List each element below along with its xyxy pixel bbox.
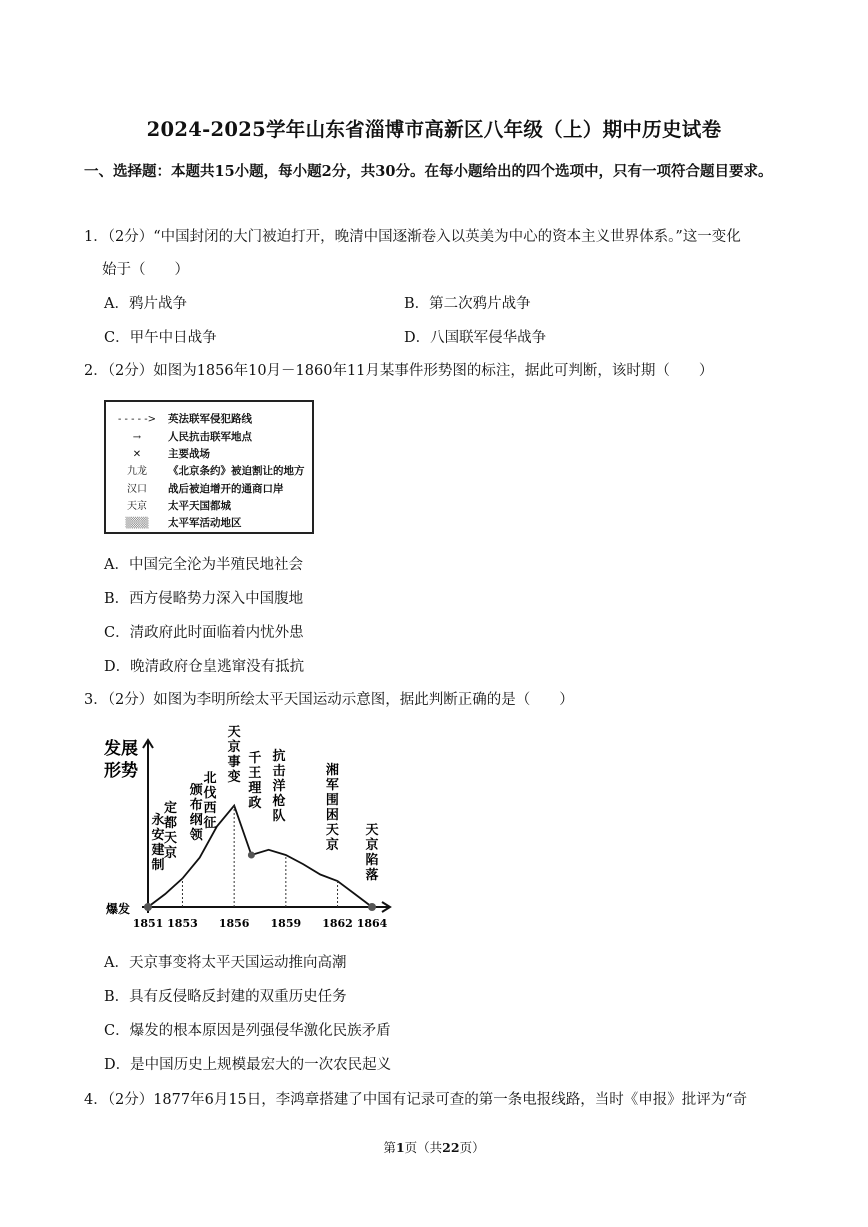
annotation-4-char-3: 变 <box>227 770 241 785</box>
tianjing-symbol: 天京 <box>127 501 147 512</box>
dashed-arrow-icon: - - - - -> <box>118 414 156 425</box>
end-marker <box>368 903 376 911</box>
question-4-stem: 4．（2分）1877年6月15日，李鸿章搭建了中国有记录可查的第一条电报线路，当时《申报》批评为“奇 <box>84 1092 748 1108</box>
x-tick-label-1862: 1862 <box>322 917 353 930</box>
question-3-option-d[interactable]: D．是中国历史上规模最宏大的一次农民起义 <box>104 1057 392 1073</box>
annotation-8-char-0: 天 <box>365 823 379 838</box>
annotation-3-char-0: 北 <box>203 771 217 786</box>
annotation-3-char-2: 西 <box>203 801 217 816</box>
annotation-6-char-4: 队 <box>272 809 286 824</box>
page-footer: 第1页（共22页） <box>383 1140 485 1155</box>
question-3-option-a[interactable]: A．天京事变将太平天国运动推向高潮 <box>104 955 347 971</box>
annotation-7-char-1: 军 <box>325 778 339 793</box>
hankou-symbol: 汉口 <box>127 484 147 495</box>
question-2-stem: 2．（2分）如图为1856年10月－1860年11月某事件形势图的标注，据此可判断，该时期（ ） <box>84 363 714 379</box>
question-3-option-c[interactable]: C．爆发的根本原因是列强侵华激化民族矛盾 <box>104 1023 391 1039</box>
annotation-0-char-1: 安 <box>151 828 165 843</box>
legend-row-ceded: 九龙 《北京条约》被迫割让的地方 <box>112 464 162 478</box>
taiping-chart <box>100 724 400 934</box>
legend-row-route: - - - - -> 英法联军侵犯路线 <box>112 412 162 426</box>
section-instructions: 一、选择题：本题共15小题，每小题2分，共30分。在每小题给出的四个选项中，只有一项符合题目要求。 <box>84 163 773 180</box>
question-1-option-a[interactable]: A．鸦片战争 <box>104 296 187 312</box>
question-2-option-c[interactable]: C．清政府此时面临着内忧外患 <box>104 625 304 641</box>
kowloon-symbol: 九龙 <box>127 466 147 477</box>
question-1-option-d[interactable]: D．八国联军侵华战争 <box>404 330 547 346</box>
legend-row-capital: 天京 太平天国都城 <box>112 499 162 513</box>
x-tick-label-1856: 1856 <box>218 917 250 930</box>
question-1-option-b[interactable]: B．第二次鸦片战争 <box>404 296 531 312</box>
x-tick-label-1864: 1864 <box>356 917 388 930</box>
annotation-1-char-2: 天 <box>163 831 177 846</box>
annotation-7-char-5: 京 <box>325 838 339 853</box>
annotation-7-char-0: 湘 <box>325 763 339 778</box>
question-2-option-a[interactable]: A．中国完全沦为半殖民地社会 <box>104 557 303 573</box>
annotation-1-char-1: 都 <box>163 816 177 831</box>
arrow-icon: → <box>132 432 142 443</box>
exam-title: 2024-2025学年山东省淄博市高新区八年级（上）期中历史试卷 <box>146 118 722 141</box>
legend-row-area: ▒▒▒ 太平军活动地区 <box>112 516 162 530</box>
annotation-4-char-2: 事 <box>227 755 241 770</box>
annotation-6-char-0: 抗 <box>272 749 286 764</box>
annotation-5-char-2: 理 <box>248 781 262 796</box>
annotation-2-char-3: 领 <box>189 828 203 843</box>
legend-row-battlefield: ✕ 主要战场 <box>112 447 162 461</box>
question-3-stem: 3．（2分）如图为李明所绘太平天国运动示意图，据此判断正确的是（ ） <box>84 692 574 708</box>
annotation-8-char-1: 京 <box>365 838 379 853</box>
annotation-7-char-3: 困 <box>325 808 339 823</box>
cross-icon: ✕ <box>132 449 142 460</box>
start-marker <box>144 903 152 911</box>
question-3-option-b[interactable]: B．具有反侵略反封建的双重历史任务 <box>104 989 347 1005</box>
x-tick-label-1853: 1853 <box>167 917 198 930</box>
annotation-6-char-1: 击 <box>272 764 286 779</box>
hatched-area-icon: ▒▒▒ <box>125 518 149 529</box>
annotation-7-char-4: 天 <box>325 823 339 838</box>
annotation-1-char-0: 定 <box>163 801 177 816</box>
page-number: 1 <box>395 1140 405 1155</box>
y-axis-label-line2: 形势 <box>104 761 138 781</box>
map-legend <box>104 400 314 534</box>
annotation-5-char-1: 王 <box>248 766 262 781</box>
annotation-2-char-0: 颁 <box>189 783 203 798</box>
annotation-7-char-2: 围 <box>325 793 339 808</box>
legend-row-resistance: → 人民抗击联军地点 <box>112 430 162 444</box>
question-1-stem-line2: 始于（ ） <box>102 262 189 278</box>
annotation-6-char-2: 洋 <box>272 779 286 794</box>
annotation-3-char-3: 征 <box>203 816 217 831</box>
annotation-2-char-2: 纲 <box>189 813 203 828</box>
question-1-stem-line1: 1．（2分）“中国封闭的大门被迫打开，晚清中国逐渐卷入以英美为中心的资本主义世界体系。”这一变化 <box>84 229 741 245</box>
question-1 <box>84 222 794 252</box>
page-total: 22 <box>442 1140 460 1155</box>
x-tick-label-1851: 1851 <box>132 917 164 930</box>
annotation-5-char-0: 千 <box>248 751 262 766</box>
y-axis-label-line1: 发展 <box>104 739 138 759</box>
annotation-3-char-1: 伐 <box>203 786 217 801</box>
annotation-6-char-3: 枪 <box>272 794 286 809</box>
start-label: 爆发 <box>106 902 131 916</box>
annotation-4-char-1: 京 <box>227 740 241 755</box>
x-tick-label-1859: 1859 <box>270 917 302 930</box>
question-2-option-d[interactable]: D．晚清政府仓皇逃窜没有抵抗 <box>104 659 305 675</box>
annotation-0-char-2: 建 <box>151 843 165 858</box>
annotation-5-char-3: 政 <box>248 796 262 811</box>
annotation-4-char-0: 天 <box>227 725 241 740</box>
question-1-option-c[interactable]: C．甲午中日战争 <box>104 330 217 346</box>
legend-row-ports: 汉口 战后被迫增开的通商口岸 <box>112 482 162 496</box>
annotation-1-char-3: 京 <box>163 846 177 861</box>
question-2-option-b[interactable]: B．西方侵略势力深入中国腹地 <box>104 591 304 607</box>
annotation-2-char-1: 布 <box>189 798 203 813</box>
annotation-8-char-2: 陷 <box>365 853 379 868</box>
annotation-0-char-0: 永 <box>151 813 165 828</box>
annotation-8-char-3: 落 <box>365 868 379 883</box>
annotation-0-char-3: 制 <box>151 858 165 873</box>
ruler-marker <box>248 852 255 859</box>
